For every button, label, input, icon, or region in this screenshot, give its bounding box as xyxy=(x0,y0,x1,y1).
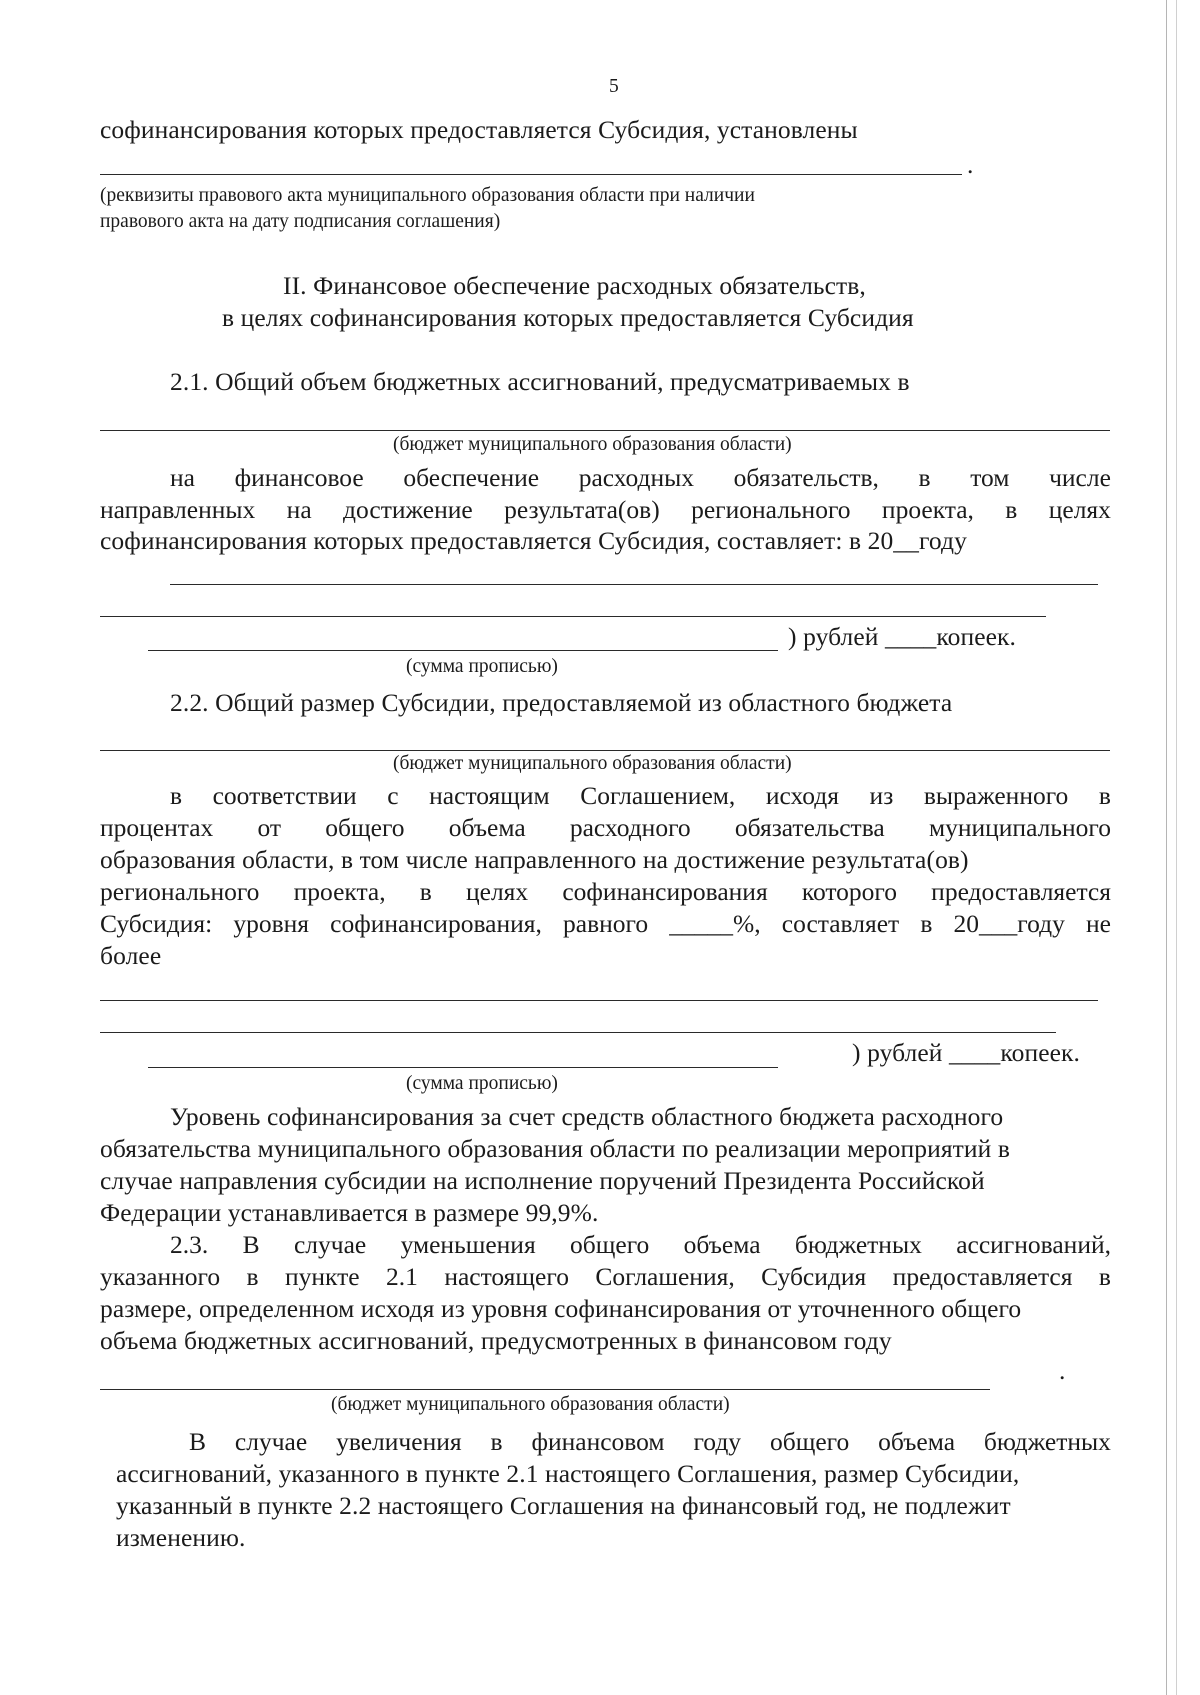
word: году xyxy=(693,1427,742,1456)
page-number: 5 xyxy=(609,76,619,97)
word: В xyxy=(189,1427,207,1456)
word: на xyxy=(286,495,312,524)
word: финансовом xyxy=(531,1427,665,1456)
text-line: обязательства муниципального образования области по реализации мероприятий в xyxy=(100,1134,1011,1163)
word: бюджетных xyxy=(983,1427,1111,1456)
scan-edge-line xyxy=(1166,0,1167,1695)
word: 20___году xyxy=(953,909,1065,938)
justified-line xyxy=(100,1262,1111,1292)
word: проекта, xyxy=(881,495,974,524)
word: 2.3. xyxy=(170,1230,209,1259)
word: числе xyxy=(1049,463,1111,492)
word: уровня xyxy=(233,909,309,938)
word: случае xyxy=(234,1427,308,1456)
justified-line xyxy=(189,1427,1111,1457)
word: обеспечение xyxy=(403,463,540,492)
fill-in-line xyxy=(100,1389,990,1390)
word: регионального xyxy=(100,877,260,906)
word: в xyxy=(170,781,183,810)
word: увеличения xyxy=(336,1427,462,1456)
word: в xyxy=(490,1427,503,1456)
section-title: в целях софинансирования которых предоставляется Субсидия xyxy=(222,303,914,332)
trailing-dot: . xyxy=(1059,1356,1066,1385)
word: финансовое xyxy=(234,463,364,492)
text-line: размере, определенном исходя из уровня софинансирования от уточненного общего xyxy=(100,1294,1022,1323)
word: на xyxy=(170,463,195,492)
text-line: более xyxy=(100,941,162,970)
word: ассигнований, xyxy=(956,1230,1111,1259)
word: обязательств, xyxy=(733,463,879,492)
fill-in-line xyxy=(100,1000,1098,1001)
word: настоящего xyxy=(444,1262,569,1291)
word: целях xyxy=(1048,495,1111,524)
word: предоставляется xyxy=(931,877,1111,906)
word: в xyxy=(1005,495,1018,524)
word: в xyxy=(918,463,931,492)
word: соответствии xyxy=(212,781,357,810)
word: _____%, xyxy=(669,909,761,938)
sum-fill-in-line xyxy=(148,650,778,651)
sum-label: (сумма прописью) xyxy=(406,1073,558,1094)
word: софинансирования, xyxy=(330,909,542,938)
amount-tail: ) рублей ____копеек. xyxy=(852,1038,1080,1067)
word: общего xyxy=(570,1230,650,1259)
word: предоставляется xyxy=(892,1262,1073,1291)
justified-line xyxy=(100,877,1111,907)
fill-in-line xyxy=(100,750,1110,751)
word: выраженного xyxy=(923,781,1069,810)
text-line: ассигнований, указанного в пункте 2.1 настоящего Соглашения, размер Субсидии, xyxy=(116,1459,1020,1488)
justified-line xyxy=(100,495,1111,525)
word: общего xyxy=(769,1427,850,1456)
clause-2-2-lead: 2.2. Общий размер Субсидии, предоставляемой из областного бюджета xyxy=(170,688,953,717)
text-line: случае направления субсидии на исполнение поручений Президента Российской xyxy=(100,1166,985,1195)
word: том xyxy=(970,463,1010,492)
sum-fill-in-line xyxy=(148,1067,778,1068)
fill-in-line xyxy=(100,1032,1056,1033)
word: В xyxy=(242,1230,260,1259)
justified-line xyxy=(170,463,1111,493)
word: 2.1 xyxy=(386,1262,418,1291)
amount-tail: ) рублей ____копеек. xyxy=(788,622,1016,651)
word: исходя xyxy=(765,781,839,810)
word: объема xyxy=(683,1230,761,1259)
note-line: (реквизиты правового акта муниципального образования области при наличии xyxy=(100,185,755,206)
word: объема xyxy=(448,813,526,842)
word: пункте xyxy=(285,1262,360,1291)
word: Субсидия xyxy=(761,1262,867,1291)
word: в xyxy=(419,877,432,906)
header-dot: . xyxy=(967,150,974,179)
justified-line xyxy=(170,781,1111,811)
text-line: софинансирования которых предоставляется Субсидия, составляет: в 20__году xyxy=(100,526,967,555)
header-line: софинансирования которых предоставляется Субсидия, установлены xyxy=(100,115,858,144)
scan-edge-line xyxy=(1176,0,1177,1695)
fill-in-line xyxy=(100,616,1046,617)
word: которого xyxy=(801,877,897,906)
word: целях xyxy=(465,877,529,906)
word: в xyxy=(920,909,933,938)
word: случае xyxy=(293,1230,367,1259)
fill-in-line xyxy=(100,430,1110,431)
word: Соглашения, xyxy=(595,1262,735,1291)
sum-label: (сумма прописью) xyxy=(406,656,558,677)
word: уменьшения xyxy=(400,1230,536,1259)
clause-2-1-lead: 2.1. Общий объем бюджетных ассигнований, предусматриваемых в xyxy=(170,367,910,396)
word: объема xyxy=(878,1427,956,1456)
budget-label: (бюджет муниципального образования области) xyxy=(331,1394,730,1415)
word: равного xyxy=(563,909,649,938)
budget-label: (бюджет муниципального образования области) xyxy=(393,753,792,774)
text-line: указанный в пункте 2.2 настоящего Соглашения на финансовый год, не подлежит xyxy=(116,1491,1011,1520)
note-line: правового акта на дату подписания соглашения) xyxy=(100,211,501,232)
word: в xyxy=(1098,1262,1111,1291)
word: составляет xyxy=(781,909,900,938)
justified-line xyxy=(100,909,1111,939)
word: из xyxy=(869,781,894,810)
word: расходного xyxy=(569,813,691,842)
section-title: II. Финансовое обеспечение расходных обязательств, xyxy=(283,271,866,300)
word: в xyxy=(246,1262,259,1291)
word: проекта, xyxy=(293,877,386,906)
word: регионального xyxy=(691,495,851,524)
word: бюджетных xyxy=(794,1230,922,1259)
word: Субсидия: xyxy=(100,909,213,938)
word: софинансирования xyxy=(562,877,768,906)
word: направленных xyxy=(100,495,256,524)
word: достижение xyxy=(343,495,473,524)
text-line: Федерации устанавливается в размере 99,9%. xyxy=(100,1198,599,1227)
word: обязательства xyxy=(734,813,885,842)
justified-line xyxy=(170,1230,1111,1260)
fill-in-line xyxy=(100,174,962,175)
word: общего xyxy=(325,813,405,842)
word: от xyxy=(257,813,282,842)
word: Соглашением, xyxy=(580,781,736,810)
budget-label: (бюджет муниципального образования области) xyxy=(393,434,792,455)
word: муниципального xyxy=(928,813,1111,842)
text-line: Уровень софинансирования за счет средств областного бюджета расходного xyxy=(170,1102,1004,1131)
word: расходных xyxy=(578,463,695,492)
text-line: объема бюджетных ассигнований, предусмотренных в финансовом году xyxy=(100,1326,892,1355)
word: с xyxy=(387,781,399,810)
text-line: изменению. xyxy=(116,1523,246,1552)
word: указанного xyxy=(100,1262,221,1291)
justified-line xyxy=(100,813,1111,843)
word: результата(ов) xyxy=(504,495,660,524)
fill-in-line xyxy=(170,584,1098,585)
text-line: образования области, в том числе направленного на достижение результата(ов) xyxy=(100,845,969,874)
word: не xyxy=(1085,909,1111,938)
word: в xyxy=(1098,781,1111,810)
word: процентах xyxy=(100,813,214,842)
word: настоящим xyxy=(429,781,550,810)
